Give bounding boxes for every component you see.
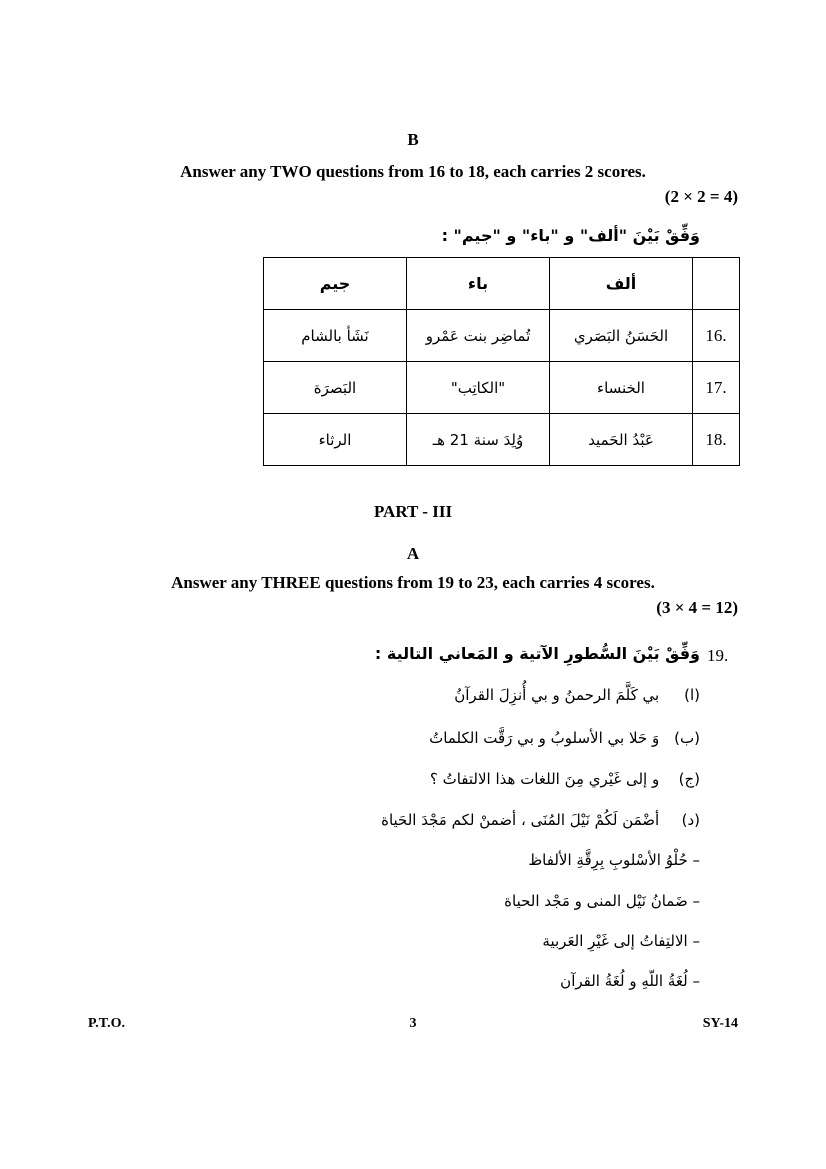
meaning-text: الالتِفاتُ إلى غَيْرِ العَربية xyxy=(542,932,688,950)
dash-mark: – xyxy=(687,892,700,910)
cell-jim: نَشَأ بالشام xyxy=(264,310,407,362)
option-label: (ا) xyxy=(684,686,700,704)
meaning-text: ضَمانُ نَيْل المنى و مَجْد الحياة xyxy=(504,892,688,910)
score-part3: (3 × 4 = 12) xyxy=(656,598,738,617)
footer-pto: P.T.O. xyxy=(88,1016,125,1031)
table-row xyxy=(264,414,740,466)
cell-jim: الرثاء xyxy=(264,414,407,466)
meaning-text: لُغَةُ اللّهِ و لُغَةُ القرآن xyxy=(560,972,688,990)
table-row xyxy=(264,310,740,362)
section-label-b: B xyxy=(407,130,419,149)
page-number: 3 xyxy=(409,1016,417,1031)
header-jim: جيم xyxy=(264,258,407,310)
cell-baa: تُماضِر بنت عَمْرو xyxy=(407,310,550,362)
option-jim xyxy=(430,770,700,788)
option-alif xyxy=(454,686,700,704)
dash-mark: – xyxy=(687,972,700,990)
table-row xyxy=(264,362,740,414)
cell-baa: وُلِدَ سنة 21 هـ xyxy=(407,414,550,466)
cell-baa: "الكاتِب" xyxy=(407,362,550,414)
cell-num: 16. xyxy=(693,310,740,362)
dash-mark: – xyxy=(687,932,700,950)
footer-code: SY-14 xyxy=(702,1016,738,1031)
meaning-item xyxy=(504,892,700,910)
cell-alif: الحَسَنُ البَصَري xyxy=(550,310,693,362)
header-num xyxy=(693,258,740,310)
option-label: (ج) xyxy=(678,770,700,788)
option-label: (ب) xyxy=(674,729,700,747)
instruction-part2: Answer any TWO questions from 16 to 18, each carries 2 scores. xyxy=(180,162,646,181)
table-header-row xyxy=(264,258,740,310)
part-title: PART - III xyxy=(373,502,453,521)
option-dal xyxy=(381,811,700,829)
option-text: و إلى غَيْري مِنَ اللغات هذا الالتفاتُ ؟ xyxy=(429,770,660,788)
option-baa xyxy=(429,729,700,747)
option-text: أضْمَن لَكُمْ نَيْلَ المُنَى ، أضمنْ لكم مَجْدَ الحَياة xyxy=(381,811,660,829)
section-label-a: A xyxy=(406,544,420,563)
option-text: وَ حَلا بي الأسلوبُ و بي رَقَّت الكلماتُ xyxy=(429,729,660,747)
question-text: وَفِّقْ بَيْنَ السُّطورِ الآتية و المَعاني التالية : xyxy=(374,644,700,663)
meaning-item xyxy=(542,932,700,950)
option-label: (د) xyxy=(681,811,700,829)
header-baa: باء xyxy=(407,258,550,310)
meaning-item xyxy=(560,972,700,990)
cell-num: 17. xyxy=(693,362,740,414)
cell-alif: الخنساء xyxy=(550,362,693,414)
meaning-item xyxy=(528,851,700,869)
cell-alif: عَبْدُ الحَميد xyxy=(550,414,693,466)
option-text: بي كَلَّمَ الرحمنُ و بي أُنزِلَ القرآنُ xyxy=(454,686,660,704)
dash-mark: – xyxy=(687,851,700,869)
instruction-part3: Answer any THREE questions from 19 to 23, each carries 4 scores. xyxy=(171,573,655,592)
arabic-instruction-match: وَفِّقْ بَيْنَ "ألف" و "باء" و "جيم" : xyxy=(441,226,700,245)
question-number: 19. xyxy=(707,646,729,665)
cell-num: 18. xyxy=(693,414,740,466)
cell-jim: البَصرَة xyxy=(264,362,407,414)
score-part2: (2 × 2 = 4) xyxy=(664,187,738,206)
header-alif: ألف xyxy=(550,258,693,310)
matching-table xyxy=(263,257,740,466)
meaning-text: حُلْوُ الأسْلوبِ بِرِقَّةِ الألفاظ xyxy=(528,851,688,869)
